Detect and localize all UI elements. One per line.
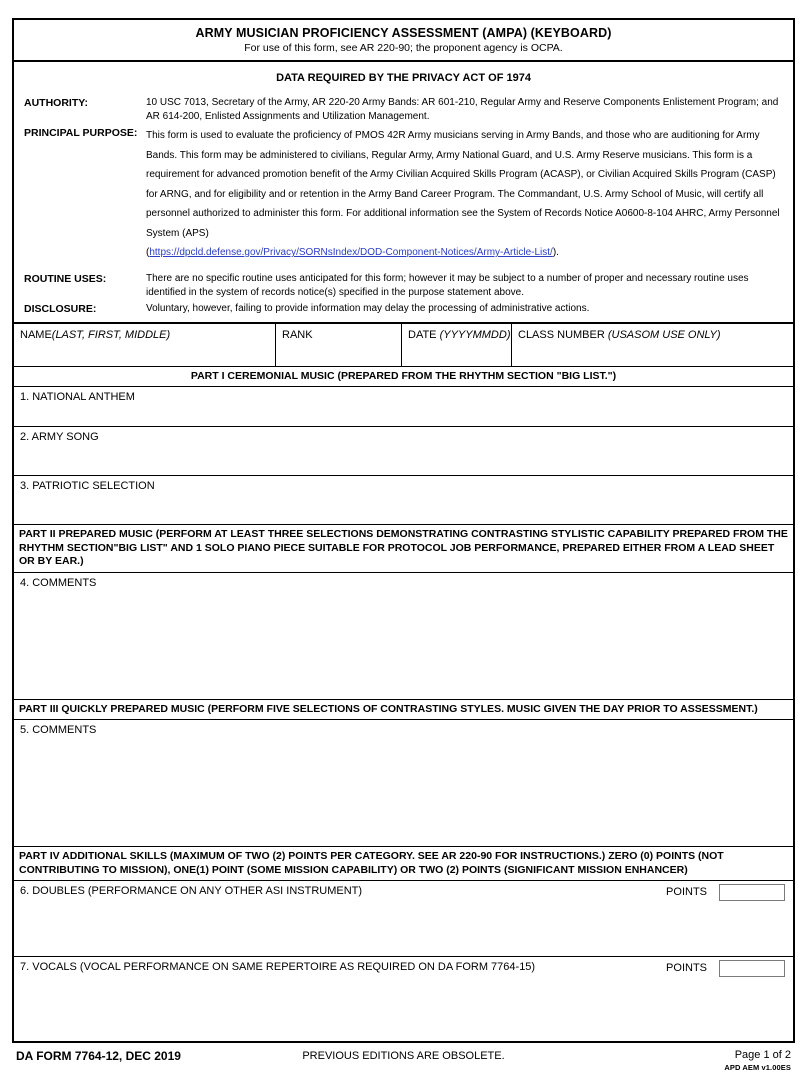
privacy-routine-uses-text: There are no specific routine uses anticipated for this form; however it may be subject to a number of proper and necessary routine uses identified in the system of records notice(s) specified in the purpose statement above. xyxy=(146,272,749,298)
privacy-disclosure-row xyxy=(14,302,793,316)
form-title-band xyxy=(14,20,793,62)
part-1-item-1-label: 1. NATIONAL ANTHEM xyxy=(20,391,135,403)
name-hint: (LAST, FIRST, MIDDLE) xyxy=(51,328,171,341)
privacy-principal-purpose-body: This form is used to evaluate the proficiency of PMOS 42R Army musicians serving in Army Bands, and those who are auditioning for Army Bands. This form may be administered to civilians, Regular Army, Army National Guard, and U.S. Army Reserve musicians. This form is a requirement for advanced promotion benefit of the Army Civilian Acquired Skills Program (ACASP), or Civilian Acquired Skills Program (CASP) for ARNG, and for eligibility and or retention in the Army Band Career Program. The Commandant, U.S. Army School of Music, will certify all personnel authorized to administer this form. For additional information see the System of Records Notice A0600-8-104 AHRC, Army Personnel System (APS) xyxy=(146,130,780,239)
part-4-item-6-label: 6. DOUBLES (PERFORMANCE ON ANY OTHER ASI INSTRUMENT) xyxy=(20,885,363,897)
part-3-comments[interactable] xyxy=(14,720,793,847)
part-1-header: PART I CEREMONIAL MUSIC (PREPARED FROM THE RHYTHM SECTION "BIG LIST.") xyxy=(14,367,793,388)
privacy-routine-uses-label: ROUTINE USES: xyxy=(24,272,107,285)
name-label: NAME xyxy=(20,328,52,341)
privacy-authority-row xyxy=(14,96,793,124)
privacy-routine-uses-row xyxy=(14,272,793,300)
privacy-spacer xyxy=(14,263,793,272)
privacy-authority-text: 10 USC 7013, Secretary of the Army, AR 220-20 Army Bands: AR 601-210, Regular Army and Reserve Components Enlistement Program; and AR 614-200, Enlisted Assignments and Utilization Management. xyxy=(146,97,779,122)
part-4-item-6-points-label: POINTS xyxy=(666,886,707,898)
identity-row xyxy=(14,323,793,367)
part-4-header: PART IV ADDITIONAL SKILLS (MAXIMUM OF TWO (2) POINTS PER CATEGORY. SEE AR 220-90 FOR INSTRUCTIONS.) ZERO (0) POINTS (NOT CONTRIBUTING TO MISSION), ONE(1) POINT (SOME MISSION CAPABILITY) OR TWO (2) POINTS (SIGNIFICANT MISSION ENHANCER) xyxy=(14,847,793,881)
rank-field[interactable] xyxy=(276,324,402,366)
privacy-act-heading: DATA REQUIRED BY THE PRIVACY ACT OF 1974 xyxy=(276,72,531,84)
part-4-item-6[interactable] xyxy=(14,881,793,957)
part-2-comments-label: 4. COMMENTS xyxy=(20,576,97,589)
privacy-act-section xyxy=(14,62,793,323)
part-1-item-3[interactable] xyxy=(14,476,793,525)
sorns-index-link[interactable]: https://dpcld.defense.gov/Privacy/SORNsIndex/DOD-Component-Notices/Army-Article-List/ xyxy=(149,247,553,258)
privacy-principal-purpose-label: PRINCIPAL PURPOSE: xyxy=(24,127,138,139)
form-frame xyxy=(12,18,795,1043)
form-subtitle: For use of this form, see AR 220-90; the proponent agency is OCPA. xyxy=(244,42,563,54)
page-title: ARMY MUSICIAN PROFICIENCY ASSESSMENT (AMPA) (KEYBOARD) xyxy=(195,26,612,40)
part-1-item-3-label: 3. PATRIOTIC SELECTION xyxy=(20,480,155,492)
part-4-item-6-points-input[interactable] xyxy=(719,884,785,901)
part-1-item-2[interactable] xyxy=(14,427,793,476)
part-3-header: PART III QUICKLY PREPARED MUSIC (PERFORM FIVE SELECTIONS OF CONTRASTING STYLES. MUSIC GIVEN THE DAY PRIOR TO ASSESSMENT.) xyxy=(14,700,793,721)
link-paren-close: ). xyxy=(552,247,559,258)
part-4-item-7-label: 7. VOCALS (VOCAL PERFORMANCE ON SAME REPERTOIRE AS REQUIRED ON DA FORM 7764-15) xyxy=(20,961,536,973)
part-4-item-7-points-input[interactable] xyxy=(719,960,785,977)
part-1-item-2-label: 2. ARMY SONG xyxy=(20,431,99,443)
part-2-header: PART II PREPARED MUSIC (PERFORM AT LEAST THREE SELECTIONS DEMONSTRATING CONTRASTING STYLISTIC CAPABILITY PREPARED FROM THE RHYTHM SECTION"BIG LIST" AND 1 SOLO PIANO PIECE SUITABLE FOR PROTOCOL JOB PERFORMANCE, PREPARED EITHER FROM A LEAD SHEET OR BY EAR.) xyxy=(14,525,793,573)
apd-version: APD AEM v1.00ES xyxy=(724,1063,791,1072)
class-number-hint: (USASOM USE ONLY) xyxy=(607,328,721,341)
part-1-item-1[interactable] xyxy=(14,387,793,427)
page-number: Page 1 of 2 xyxy=(734,1049,791,1061)
part-3-comments-label: 5. COMMENTS xyxy=(20,724,97,736)
rank-label: RANK xyxy=(282,328,313,341)
date-field[interactable] xyxy=(402,324,512,366)
date-label: DATE xyxy=(408,328,437,341)
link-paren-open: ( xyxy=(146,247,150,258)
previous-editions-note: PREVIOUS EDITIONS ARE OBSOLETE. xyxy=(302,1050,505,1062)
date-hint: (YYYYMMDD) xyxy=(439,328,511,341)
privacy-principal-purpose-link-line xyxy=(146,243,783,263)
privacy-disclosure-label: DISCLOSURE: xyxy=(24,302,97,315)
privacy-principal-purpose-row xyxy=(14,126,793,263)
form-footer xyxy=(12,1047,795,1089)
class-number-field[interactable] xyxy=(512,324,793,366)
privacy-principal-purpose-text xyxy=(146,126,783,263)
part-2-comments[interactable] xyxy=(14,573,793,700)
privacy-authority-label: AUTHORITY: xyxy=(24,97,88,109)
form-id-label: DA FORM 7764-12, DEC 2019 xyxy=(16,1049,181,1063)
footer-right-group xyxy=(724,1049,791,1073)
part-4-item-7[interactable] xyxy=(14,957,793,1041)
privacy-disclosure-text: Voluntary, however, failing to provide information may delay the processing of administrative actions. xyxy=(146,302,590,314)
name-field[interactable] xyxy=(14,324,276,366)
class-number-label: CLASS NUMBER xyxy=(518,328,605,341)
part-4-item-7-points-label: POINTS xyxy=(666,962,707,974)
